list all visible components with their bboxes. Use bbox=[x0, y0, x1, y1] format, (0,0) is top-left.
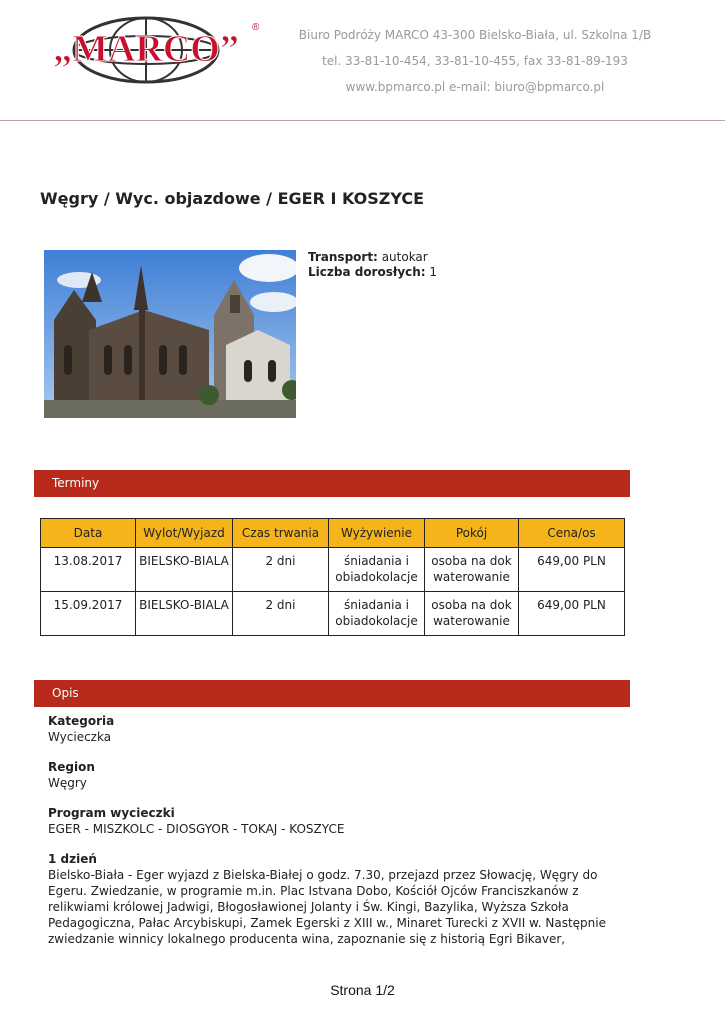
cell-board: śniadania i obiadokolacje bbox=[329, 592, 425, 636]
cathedral-photo bbox=[44, 250, 296, 418]
svg-text:®: ® bbox=[252, 22, 260, 33]
table-row bbox=[41, 592, 625, 636]
page-title: Węgry / Wyc. objazdowe / EGER I KOSZYCE bbox=[40, 189, 425, 208]
cell-price: 649,00 PLN bbox=[519, 592, 625, 636]
cell-date: 13.08.2017 bbox=[41, 548, 136, 592]
cell-duration: 2 dni bbox=[233, 548, 329, 592]
day1-label: 1 dzień bbox=[48, 852, 97, 866]
col-header-wylot: Wylot/Wyjazd bbox=[136, 519, 233, 548]
transport-label: Transport: bbox=[308, 250, 378, 264]
col-header-czas: Czas trwania bbox=[233, 519, 329, 548]
region-block bbox=[48, 759, 628, 791]
page-number: Strona 1/2 bbox=[330, 982, 395, 998]
tour-photo bbox=[44, 250, 296, 418]
tour-info bbox=[308, 250, 437, 280]
region-value: Węgry bbox=[48, 776, 87, 790]
terms-table bbox=[40, 518, 625, 636]
transport-row bbox=[308, 250, 437, 265]
program-block bbox=[48, 805, 628, 837]
program-value: EGER - MISZKOLC - DIOSGYOR - TOKAJ - KOSZYCE bbox=[48, 822, 345, 836]
col-header-wyzywienie: Wyżywienie bbox=[329, 519, 425, 548]
kategoria-value: Wycieczka bbox=[48, 730, 112, 744]
col-header-cena: Cena/os bbox=[519, 519, 625, 548]
marco-logo bbox=[30, 14, 262, 86]
kategoria-label: Kategoria bbox=[48, 714, 115, 728]
opis-section-header: Opis bbox=[34, 680, 630, 707]
contact-info bbox=[275, 22, 675, 100]
cell-board: śniadania i obiadokolacje bbox=[329, 548, 425, 592]
cell-departure: BIELSKO-BIALA bbox=[136, 592, 233, 636]
contact-phone: tel. 33-81-10-454, 33-81-10-455, fax 33-81-89-193 bbox=[322, 54, 628, 68]
adults-row bbox=[308, 265, 437, 280]
col-header-data: Data bbox=[41, 519, 136, 548]
adults-value: 1 bbox=[429, 265, 438, 279]
contact-address: Biuro Podróży MARCO 43-300 Bielsko-Biała, ul. Szkolna 1/B bbox=[298, 28, 652, 42]
header-divider bbox=[0, 120, 725, 121]
logo-text: „MARCO” bbox=[53, 28, 239, 70]
cell-departure: BIELSKO-BIALA bbox=[136, 548, 233, 592]
region-label: Region bbox=[48, 760, 95, 774]
day1-block bbox=[48, 851, 628, 947]
col-header-pokoj: Pokój bbox=[425, 519, 519, 548]
program-label: Program wycieczki bbox=[48, 806, 175, 820]
cell-room: osoba na dokwaterowanie bbox=[425, 548, 519, 592]
kategoria-block bbox=[48, 713, 628, 745]
table-row bbox=[41, 548, 625, 592]
terminy-section-header: Terminy bbox=[34, 470, 630, 497]
cell-duration: 2 dni bbox=[233, 592, 329, 636]
marco-logo-graphic bbox=[30, 14, 262, 86]
adults-label: Liczba dorosłych: bbox=[308, 265, 426, 279]
cell-price: 649,00 PLN bbox=[519, 548, 625, 592]
contact-web: www.bpmarco.pl e-mail: biuro@bpmarco.pl bbox=[345, 80, 605, 94]
terms-header-row bbox=[41, 519, 625, 548]
day1-text: Bielsko-Biała - Eger wyjazd z Bielska-Białej o godz. 7.30, przejazd przez Słowację, Węgry do Egeru. Zwiedzanie, w programie m.in. Plac Istvana Dobo, Kościół Ojców Franciszkanów z relikwiami królowej Jadwigi, Błogosławionej Jolanty i Św. Kingi, Bazylika, Wyższa Szkoła Pedagogiczna, Pałac Arcybiskupi, Zamek Egerski z XIII w., Minaret Turecki z XVII w. Następnie zwiedzanie winnicy lokalnego producenta wina, zapoznanie się z historią Egri Bikaver, bbox=[48, 868, 606, 946]
transport-value: autokar bbox=[381, 250, 428, 264]
description bbox=[48, 713, 628, 961]
cell-date: 15.09.2017 bbox=[41, 592, 136, 636]
cell-room: osoba na dokwaterowanie bbox=[425, 592, 519, 636]
